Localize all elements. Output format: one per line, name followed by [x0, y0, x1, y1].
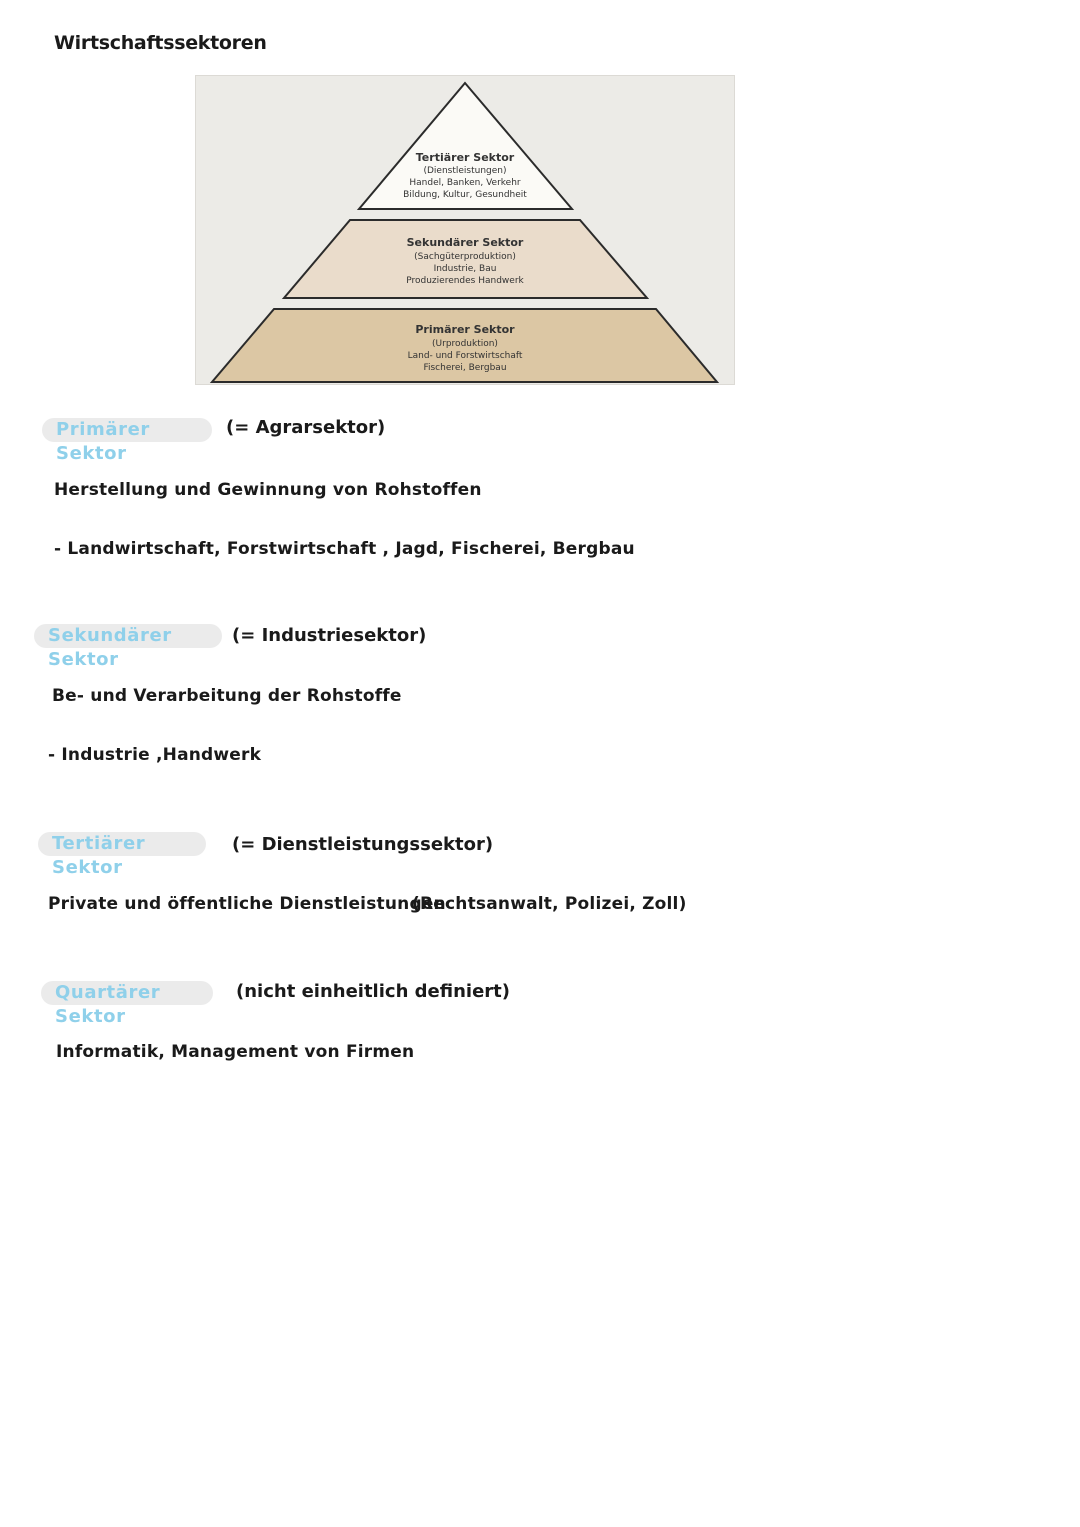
sector-pyramid-figure	[195, 75, 735, 385]
tier-primary-name: Primärer Sektor	[415, 323, 515, 336]
tier-secondary-name: Sekundärer Sektor	[406, 236, 524, 249]
tier-tertiary-name: Tertiärer Sektor	[415, 151, 515, 164]
sector-pyramid	[196, 76, 734, 384]
badge-primary-sector: Primärer Sektor	[42, 418, 212, 442]
tier-tertiary-line1: Handel, Banken, Verkehr	[409, 178, 521, 188]
tier-tertiary-sub: (Dienstleistungen)	[423, 166, 507, 176]
secondary-sector-note: (= Industriesektor)	[232, 625, 427, 646]
badge-quaternary-sector: Quartärer Sektor	[41, 981, 213, 1005]
primary-sector-note: (= Agrarsektor)	[226, 417, 386, 438]
primary-sector-description: Herstellung und Gewinnung von Rohstoffen	[54, 480, 482, 500]
tertiary-sector-note: (= Dienstleistungssektor)	[232, 834, 494, 855]
quaternary-sector-note: (nicht einheitlich definiert)	[236, 981, 510, 1002]
primary-sector-examples: - Landwirtschaft, Forstwirtschaft , Jagd, Fischerei, Bergbau	[54, 539, 635, 559]
tertiary-sector-description: Private und öffentliche Dienstleistungen	[48, 894, 446, 914]
secondary-sector-description: Be- und Verarbeitung der Rohstoffe	[52, 686, 402, 706]
tier-secondary-sub: (Sachgüterproduktion)	[414, 252, 516, 262]
tier-secondary-line2: Produzierendes Handwerk	[406, 276, 524, 286]
tier-tertiary-line2: Bildung, Kultur, Gesundheit	[403, 190, 527, 200]
badge-tertiary-sector: Tertiärer Sektor	[38, 832, 206, 856]
page-title: Wirtschaftssektoren	[54, 32, 267, 54]
tier-primary-line1: Land- und Forstwirtschaft	[407, 351, 523, 361]
quaternary-sector-description: Informatik, Management von Firmen	[56, 1042, 415, 1062]
tertiary-sector-examples: (Rechtsanwalt, Polizei, Zoll)	[412, 894, 687, 914]
tier-primary-sub: (Urproduktion)	[432, 339, 498, 349]
tier-primary-line2: Fischerei, Bergbau	[423, 363, 507, 373]
secondary-sector-examples: - Industrie ,Handwerk	[48, 745, 262, 765]
tier-secondary-line1: Industrie, Bau	[433, 264, 497, 274]
badge-secondary-sector: Sekundärer Sektor	[34, 624, 222, 648]
